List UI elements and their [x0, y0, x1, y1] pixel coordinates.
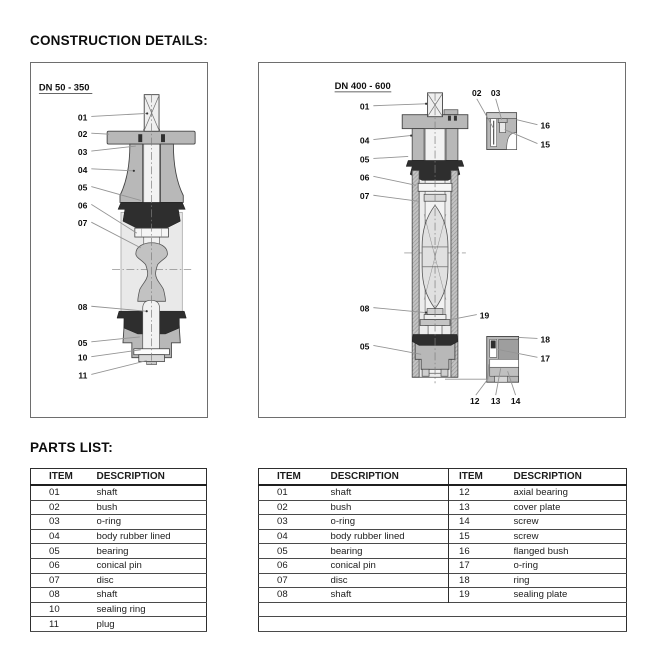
cover-tab — [495, 376, 508, 382]
table-cell: 08 — [49, 589, 60, 601]
callout-17: 17 — [540, 353, 550, 364]
callout-19: 19 — [479, 310, 490, 321]
variant-label: DN 50 - 350 — [38, 81, 90, 93]
callout-16: 16 — [540, 120, 550, 131]
table-cell: bush — [330, 501, 352, 513]
valve-drawing-dn400-600 — [259, 63, 625, 417]
callout-08: 08 — [77, 302, 88, 313]
callout-05-lower: 05 — [77, 337, 88, 348]
column-header: DESCRIPTION — [96, 471, 165, 482]
table-cell: 01 — [277, 487, 288, 499]
table-cell: body rubber lined — [96, 531, 171, 543]
table-row — [31, 602, 207, 617]
table-cell: ring — [513, 574, 530, 586]
callout-03: 03 — [77, 146, 88, 157]
valve-drawing-dn50-350 — [31, 63, 207, 417]
bush-detail — [448, 116, 451, 121]
table-cell: 14 — [449, 515, 514, 530]
table-cell: 19 — [449, 588, 514, 603]
callout-06: 06 — [359, 172, 370, 183]
table-row — [31, 529, 207, 544]
table-cell: 06 — [49, 560, 60, 572]
table-cell: 03 — [277, 516, 288, 528]
callout-05: 05 — [359, 154, 370, 165]
table-cell: bush — [96, 501, 118, 513]
table-cell: 08 — [277, 589, 288, 601]
table-row — [259, 544, 627, 559]
table-row — [259, 485, 627, 500]
table-cell: 05 — [277, 545, 288, 557]
table-cell: 02 — [49, 501, 60, 513]
callout-02: 02 — [77, 129, 88, 140]
table-header-row — [259, 469, 627, 486]
table-cell: axial bearing — [513, 487, 568, 499]
table-header-row — [31, 469, 207, 486]
table-cell: conical pin — [330, 560, 376, 572]
cover-plate — [490, 367, 519, 376]
parts-table-dn400-600 — [258, 468, 627, 632]
callout-01: 01 — [77, 112, 88, 123]
table-cell: shaft — [330, 589, 352, 601]
callout-01: 01 — [359, 101, 370, 112]
neck-right — [446, 129, 458, 161]
lower-shaft — [143, 300, 160, 350]
table-row — [259, 602, 627, 617]
table-body — [31, 485, 207, 631]
table-cell: 15 — [449, 529, 514, 544]
table-cell: 18 — [449, 573, 514, 588]
table-row — [259, 617, 627, 632]
callout-04: 04 — [359, 135, 370, 146]
table-cell: 05 — [49, 545, 60, 557]
neck-left — [412, 129, 424, 161]
ring-detail — [491, 340, 496, 348]
parts-table-dn50-350 — [30, 468, 207, 632]
callout-04: 04 — [77, 164, 88, 175]
table-cell: 17 — [449, 558, 514, 573]
callout-12: 12 — [470, 396, 480, 407]
table-cell: 02 — [277, 501, 288, 513]
detail-bottom-right — [487, 336, 519, 382]
table-cell: screw — [513, 531, 539, 543]
callout-08: 08 — [359, 303, 370, 314]
table-cell: disc — [330, 574, 348, 586]
table-cell: cover plate — [513, 501, 561, 513]
variant-label-group — [39, 82, 92, 94]
table-row — [31, 588, 207, 603]
neck-right — [161, 144, 184, 202]
table-cell: 01 — [49, 487, 60, 499]
screw-detail — [454, 116, 457, 121]
table-cell: shaft — [330, 487, 352, 499]
top-flange — [107, 131, 195, 144]
table-cell: body rubber lined — [330, 531, 405, 543]
flange-step — [444, 110, 458, 115]
table-cell: sealing plate — [513, 589, 568, 601]
callout-06: 06 — [77, 200, 88, 211]
construction-details-title: CONSTRUCTION DETAILS: — [30, 33, 208, 48]
callout-07: 07 — [77, 218, 88, 229]
table-cell: o-ring — [330, 516, 356, 528]
foot-right — [441, 369, 448, 376]
table-body — [259, 485, 627, 631]
valve-section — [107, 95, 195, 367]
table-cell: conical pin — [96, 560, 142, 572]
table-cell: o-ring — [96, 516, 122, 528]
o-ring-left — [138, 134, 142, 142]
neck-left — [120, 144, 143, 202]
table-cell: 13 — [449, 500, 514, 515]
table-cell: sealing ring — [96, 604, 146, 616]
callout-05: 05 — [77, 182, 88, 193]
diagram-box-dn400-600 — [258, 62, 626, 418]
table-row — [31, 500, 207, 515]
o-ring-right — [161, 134, 165, 142]
table-cell: 04 — [49, 531, 60, 543]
variant-label-group — [335, 81, 392, 92]
table-cell: plug — [96, 618, 115, 630]
callout-02: 02 — [472, 87, 482, 98]
callout-07: 07 — [359, 191, 370, 202]
column-header: DESCRIPTION — [513, 471, 582, 482]
empty-cell — [259, 617, 627, 632]
callout-11: 11 — [78, 370, 88, 381]
table-row — [31, 558, 207, 573]
callout-15: 15 — [540, 139, 550, 150]
parts-list-title: PARTS LIST: — [30, 440, 113, 455]
column-header: ITEM — [49, 471, 73, 482]
column-header: ITEM — [449, 469, 514, 486]
table-cell: screw — [513, 516, 539, 528]
callout-03: 03 — [490, 87, 501, 98]
table-cell: shaft — [96, 487, 118, 499]
table-row — [259, 588, 627, 603]
table-cell: o-ring — [513, 560, 539, 572]
table-cell: 11 — [49, 618, 59, 630]
table-cell: flanged bush — [513, 545, 569, 557]
table-cell: 04 — [277, 531, 288, 543]
table-cell: 16 — [449, 544, 514, 559]
screw-head — [498, 119, 507, 123]
table-cell: 03 — [49, 516, 60, 528]
table-row — [31, 515, 207, 530]
table-row — [259, 515, 627, 530]
diagram-box-dn50-350 — [30, 62, 208, 418]
callout-05-lower: 05 — [359, 341, 370, 352]
column-header: DESCRIPTION — [330, 471, 399, 482]
callout-14: 14 — [510, 396, 521, 407]
valve-section — [402, 93, 468, 383]
table-row — [31, 544, 207, 559]
callout-10: 10 — [77, 352, 88, 363]
screw-body — [500, 123, 506, 133]
foot-left — [422, 369, 429, 376]
column-header: ITEM — [277, 471, 301, 482]
table-cell: disc — [96, 574, 114, 586]
table-row — [31, 617, 207, 632]
table-row — [259, 529, 627, 544]
table-cell: bearing — [96, 545, 129, 557]
table-row — [259, 558, 627, 573]
table-row — [31, 485, 207, 500]
table-cell: 07 — [277, 574, 288, 586]
table-row — [259, 573, 627, 588]
callout-13: 13 — [490, 396, 501, 407]
table-cell: shaft — [96, 589, 118, 601]
table-row — [259, 500, 627, 515]
variant-label: DN 400 - 600 — [334, 80, 391, 92]
callout-18: 18 — [540, 334, 550, 345]
table-cell: 10 — [49, 604, 60, 616]
axial-bearing-band — [490, 359, 519, 367]
table-cell: 07 — [49, 574, 60, 586]
table-cell: bearing — [330, 545, 363, 557]
empty-cell — [259, 602, 627, 617]
table-row — [31, 573, 207, 588]
table-cell: 06 — [277, 560, 288, 572]
table-cell: 12 — [449, 485, 514, 500]
